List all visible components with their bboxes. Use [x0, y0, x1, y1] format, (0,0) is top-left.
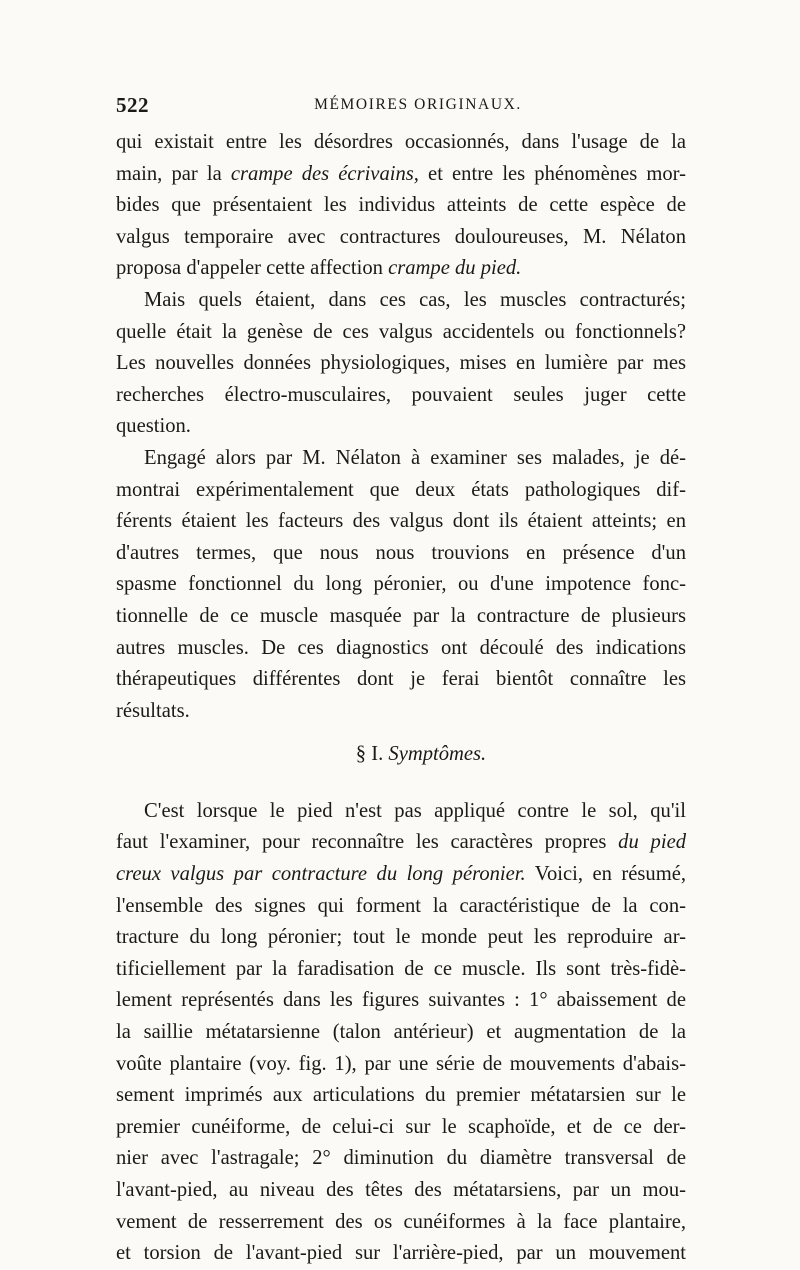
text-line: recherches électro-musculaires, pouvaient seules juger cette	[116, 383, 686, 406]
text-line: lement représentés dans les figures suivantes : 1° abaissement de	[116, 989, 686, 1012]
italic-term: crampe des écrivains,	[230, 162, 419, 185]
text-line: férents étaient les facteurs des valgus dont ils étaient atteints; en	[116, 510, 686, 533]
text-line: d'autres termes, que nous nous trouvions en présence d'un	[116, 541, 686, 564]
section-mark: § I.	[355, 743, 389, 766]
text-line: la saillie métatarsienne (talon antérieur) et augmentation de la	[116, 1021, 686, 1044]
text-line: tionnelle de ce muscle masquée par la contracture de plusieurs	[116, 604, 686, 627]
text-line: nier avec l'astragale; 2° diminution du diamètre transversal de	[116, 1147, 686, 1170]
text-line: creux valgus par contracture du long péronier. Voici, en résumé,	[116, 863, 687, 886]
page-header	[116, 93, 686, 123]
italic-term: du pied	[618, 831, 687, 854]
section-title: Symptômes.	[388, 743, 487, 766]
body-text	[116, 127, 686, 1270]
text-line: qui existait entre les désordres occasionnés, dans l'usage de la	[116, 131, 686, 153]
text-line: question.	[116, 415, 191, 438]
text-line: main, par la crampe des écrivains, et entre les phénomènes mor-	[116, 162, 686, 185]
running-title: MÉMOIRES ORIGINAUX.	[314, 96, 522, 113]
text-line: autres muscles. De ces diagnostics ont découlé des indications	[116, 636, 686, 659]
text-line: Engagé alors par M. Nélaton à examiner ses malades, je dé-	[144, 446, 686, 469]
text-line: l'avant-pied, au niveau des têtes des métatarsiens, par un mou-	[116, 1179, 686, 1201]
page-number: 522	[116, 93, 149, 117]
text-line: voûte plantaire (voy. fig. 1), par une série de mouvements d'abais-	[116, 1052, 686, 1075]
text-line: proposa d'appeler cette affection crampe du pied.	[116, 257, 522, 280]
text-line: sement imprimés aux articulations du premier métatarsien sur le	[116, 1084, 686, 1107]
text-line: thérapeutiques différentes dont je ferai bientôt connaître les	[116, 668, 686, 691]
text-line: faut l'examiner, pour reconnaître les caractères propres du pied	[116, 831, 687, 854]
text-line: résultats.	[116, 699, 190, 722]
text-line: C'est lorsque le pied n'est pas appliqué contre le sol, qu'il	[144, 799, 686, 822]
text-line: vement de resserrement des os cunéiformes à la face plantaire,	[116, 1210, 686, 1233]
italic-term: crampe du pied.	[388, 257, 522, 280]
text-line: Les nouvelles données physiologiques, mises en lumière par mes	[116, 352, 686, 375]
italic-term: creux valgus par contracture du long péronier.	[116, 863, 526, 886]
section-heading	[116, 739, 686, 771]
text-line: et torsion de l'avant-pied sur l'arrière-pied, par un mouvement	[116, 1242, 686, 1265]
text-line: premier cunéiforme, de celui-ci sur le scaphoïde, et de ce der-	[116, 1115, 686, 1138]
text-line: Mais quels étaient, dans ces cas, les muscles contracturés;	[144, 288, 686, 311]
text-line: bides que présentaient les individus atteints de cette espèce de	[116, 194, 686, 217]
text-line: montrai expérimentalement que deux états pathologiques dif-	[116, 478, 686, 501]
text-line: tracture du long péronier; tout le monde peut les reproduire ar-	[116, 926, 686, 949]
text-line: quelle était la genèse de ces valgus accidentels ou fonctionnels?	[116, 320, 686, 343]
text-line: tificiellement par la faradisation de ce muscle. Ils sont très-fidè-	[116, 957, 686, 980]
text-line: valgus temporaire avec contractures douloureuses, M. Nélaton	[116, 225, 686, 248]
text-line: spasme fonctionnel du long péronier, ou d'une impotence fonc-	[116, 573, 686, 596]
text-line: l'ensemble des signes qui forment la caractéristique de la con-	[116, 894, 686, 917]
